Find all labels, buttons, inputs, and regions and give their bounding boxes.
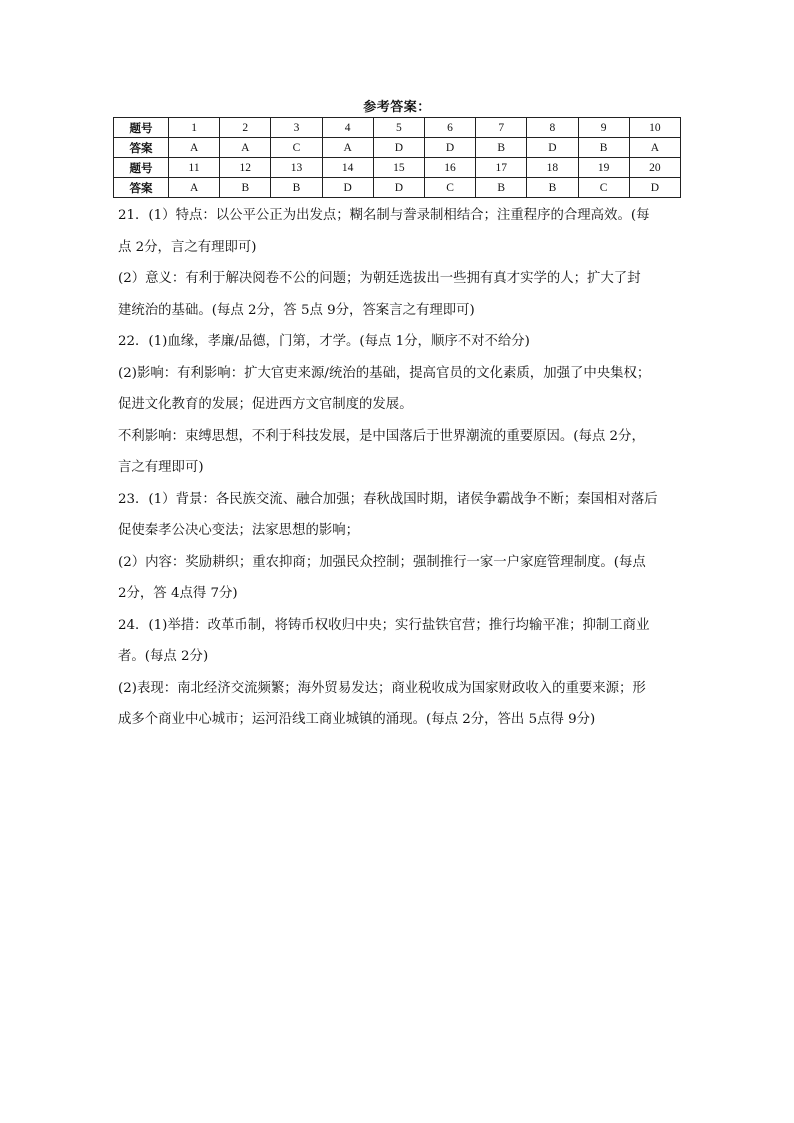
table-cell: A	[169, 138, 220, 158]
table-cell: B	[476, 138, 527, 158]
text-line: 者。(每点 2分)	[118, 649, 209, 664]
text-line: (2)影响：有利影响：扩大官吏来源/统治的基础，提高官员的文化素质，加强了中央集权；	[118, 365, 651, 381]
row-label: 答案	[114, 138, 169, 158]
table-cell: 8	[527, 118, 578, 138]
answer-table-body	[114, 118, 681, 198]
table-cell: 19	[578, 158, 629, 178]
text-line: (2)表现：南北经济交流频繁；海外贸易发达；商业税收成为国家财政收入的重要来源；形	[118, 680, 646, 696]
text-line: 成多个商业中心城市；运河沿线工商业城镇的涌现。(每点 2分，答出 5点得 9分)	[118, 712, 596, 727]
table-cell: B	[578, 138, 629, 158]
answer-table	[113, 117, 681, 198]
text-line: 23．(1）背景：各民族交流、融合加强；春秋战国时期，诸侯争霸战争不断；秦国相对落后	[118, 491, 658, 507]
text-line: 24．(1)举措：改革币制，将铸币权收归中央；实行盐铁官营；推行均输平准；抑制工商业	[118, 617, 650, 633]
table-cell: 20	[629, 158, 680, 178]
table-cell: 17	[476, 158, 527, 178]
table-cell: C	[271, 138, 322, 158]
table-cell: 7	[476, 118, 527, 138]
table-cell: B	[220, 178, 271, 198]
text-line: 不利影响：束缚思想，不利于科技发展，是中国落后于世界潮流的重要原因。(每点 2分，	[118, 428, 645, 444]
table-cell: D	[322, 178, 373, 198]
text-line: 言之有理即可)	[118, 460, 204, 475]
table-cell: 6	[424, 118, 475, 138]
table-cell: 11	[169, 158, 220, 178]
text-line: 21．(1）特点：以公平公正为出发点；糊名制与誊录制相结合；注重程序的合理高效。(每	[118, 208, 650, 223]
table-cell: 1	[169, 118, 220, 138]
table-cell: 14	[322, 158, 373, 178]
table-cell: A	[220, 138, 271, 158]
text-line: (2）意义：有利于解决阅卷不公的问题；为朝廷选拔出一些拥有真才实学的人；扩大了封	[118, 271, 641, 286]
table-cell: 18	[527, 158, 578, 178]
table-cell: B	[527, 178, 578, 198]
row-label: 题号	[114, 158, 169, 178]
text-line: (2）内容：奖励耕织；重农抑商；加强民众控制；强制推行一家一户家庭管理制度。(每点	[118, 554, 646, 570]
table-cell: 3	[271, 118, 322, 138]
table-cell: 4	[322, 118, 373, 138]
table-cell: 2	[220, 118, 271, 138]
table-cell: 13	[271, 158, 322, 178]
text-line: 促使秦孝公决心变法；法家思想的影响；	[118, 523, 360, 538]
text-line: 2分，答 4点得 7分)	[118, 586, 238, 601]
table-cell: 9	[578, 118, 629, 138]
table-cell: D	[629, 178, 680, 198]
table-cell: 12	[220, 158, 271, 178]
table-cell: D	[527, 138, 578, 158]
table-cell: C	[424, 178, 475, 198]
answer-key-title: 参考答案：	[363, 100, 431, 115]
table-row	[114, 138, 681, 158]
table-cell: A	[629, 138, 680, 158]
table-cell: B	[271, 178, 322, 198]
text-line: 点 2分，言之有理即可)	[118, 239, 257, 255]
table-row	[114, 158, 681, 178]
table-row	[114, 178, 681, 198]
row-label: 答案	[114, 178, 169, 198]
table-cell: D	[373, 178, 424, 198]
table-row	[114, 118, 681, 138]
answer-explanations	[118, 200, 678, 736]
row-label: 题号	[114, 118, 169, 138]
table-cell: A	[322, 138, 373, 158]
table-cell: 10	[629, 118, 680, 138]
table-cell: 5	[373, 118, 424, 138]
table-cell: 16	[424, 158, 475, 178]
text-line: 建统治的基础。(每点 2分，答 5点 9分，答案言之有理即可)	[118, 302, 475, 318]
table-cell: D	[424, 138, 475, 158]
table-cell: A	[169, 178, 220, 198]
text-line: 22．(1)血缘，孝廉/品德，门第，才学。(每点 1分，顺序不对不给分)	[118, 334, 530, 349]
table-cell: B	[476, 178, 527, 198]
text-line: 促进文化教育的发展；促进西方文官制度的发展。	[118, 397, 413, 412]
table-cell: D	[373, 138, 424, 158]
table-cell: 15	[373, 158, 424, 178]
table-cell: C	[578, 178, 629, 198]
